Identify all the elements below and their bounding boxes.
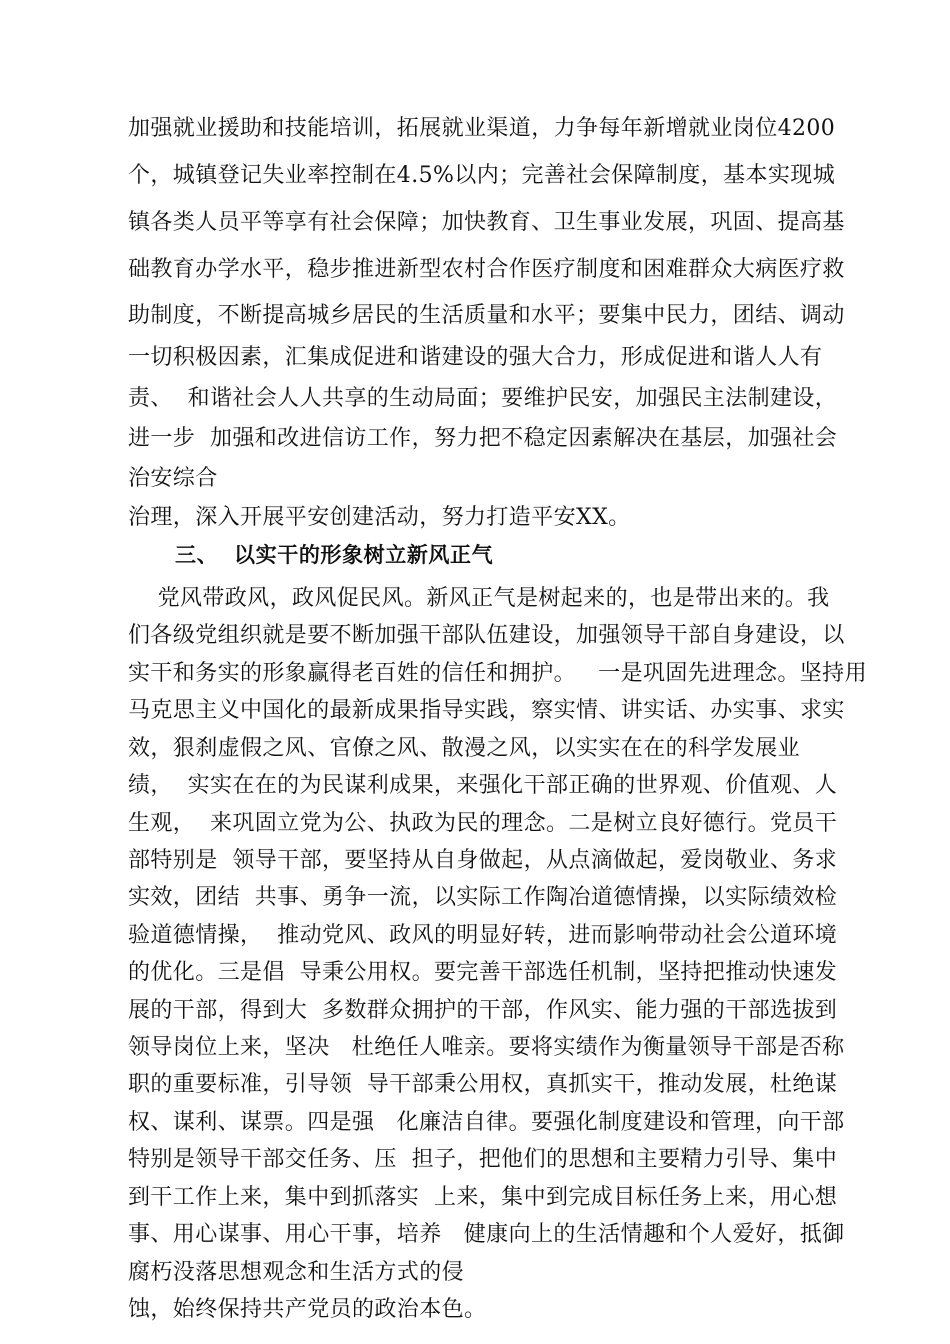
paragraph-line: 到干工作上来，集中到抓落实 上来，集中到完成目标任务上来，用心想 <box>128 1185 838 1210</box>
paragraph-line: 础教育办学水平，稳步推进新型农村合作医疗制度和困难群众大病医疗救 <box>128 257 845 282</box>
paragraph-line: 实效，团结 共事、勇争一流，以实际工作陶冶道德情操，以实际绩效检 <box>128 885 838 910</box>
paragraph-line: 治理，深入开展平安创建活动，努力打造平安XX。 <box>128 505 631 530</box>
paragraph-line: 一切积极因素，汇集成促进和谐建设的强大合力，形成促进和谐人人有 <box>128 345 823 370</box>
paragraph-line: 镇各类人员平等享有社会保障；加快教育、卫生事业发展，巩固、提高基 <box>128 210 845 235</box>
paragraph-line: 个，城镇登记失业率控制在4.5%以内；完善社会保障制度，基本实现城 <box>128 163 836 188</box>
paragraph-line: 领导岗位上来，坚决 杜绝任人唯亲。要将实绩作为衡量领导干部是否称 <box>128 1035 845 1060</box>
paragraph-line: 展的干部，得到大 多数群众拥护的干部，作风实、能力强的干部选拔到 <box>128 998 838 1023</box>
paragraph-line: 权、谋利、谋票。四是强 化廉洁自律。要强化制度建设和管理，向干部 <box>128 1110 845 1135</box>
paragraph-line: 马克思主义中国化的最新成果指导实践，察实情、讲实话、办实事、求实 <box>128 698 845 723</box>
paragraph-line: 助制度，不断提高城乡居民的生活质量和水平；要集中民力，团结、调动 <box>128 303 845 328</box>
paragraph-line: 蚀，始终保持共产党员的政治本色。 <box>128 1297 487 1322</box>
paragraph-line: 绩， 实实在在的为民谋利成果，来强化干部正确的世界观、价值观、人 <box>128 773 838 798</box>
paragraph-line: 治安综合 <box>128 466 218 491</box>
paragraph-line: 腐朽没落思想观念和生活方式的侵 <box>128 1260 465 1285</box>
paragraph-line: 责、 和谐社会人人共享的生动局面；要维护民安，加强民主法制建设， <box>128 386 838 411</box>
paragraph-line: 党风带政风，政风促民风。新风正气是树起来的，也是带出来的。我 <box>128 586 830 611</box>
paragraph-line: 职的重要标准，引导领 导干部秉公用权，真抓实干，推动发展，杜绝谋 <box>128 1072 838 1097</box>
paragraph-line: 事、用心谋事、用心干事，培养 健康向上的生活情趣和个人爱好，抵御 <box>128 1222 845 1247</box>
paragraph-line: 特别是领导干部交任务、压 担子，把他们的思想和主要精力引导、集中 <box>128 1147 838 1172</box>
paragraph-line: 验道德情操， 推动党风、政风的明显好转，进而影响带动社会公道环境 <box>128 923 838 948</box>
paragraph-line: 实干和务实的形象赢得老百姓的信任和拥护。 一是巩固先进理念。坚持用 <box>128 661 867 686</box>
paragraph-line: 生观， 来巩固立党为公、执政为民的理念。二是树立良好德行。党员干 <box>128 811 838 836</box>
paragraph-line: 加强就业援助和技能培训，拓展就业渠道，力争每年新增就业岗位4200 <box>128 116 836 141</box>
paragraph-line: 的优化。三是倡 导秉公用权。要完善干部选任机制，坚持把推动快速发 <box>128 960 838 985</box>
section-heading: 三、 以实干的形象树立新风正气 <box>175 543 494 567</box>
paragraph-line: 效，狠刹虚假之风、官僚之风、散漫之风，以实实在在的科学发展业 <box>128 736 801 761</box>
paragraph-line: 们各级党组织就是要不断加强干部队伍建设，加强领导干部自身建设，以 <box>128 623 845 648</box>
paragraph-line: 部特别是 领导干部，要坚持从自身做起，从点滴做起，爱岗敬业、务求 <box>128 848 838 873</box>
paragraph-line: 进一步 加强和改进信访工作，努力把不稳定因素解决在基层，加强社会 <box>128 426 838 451</box>
